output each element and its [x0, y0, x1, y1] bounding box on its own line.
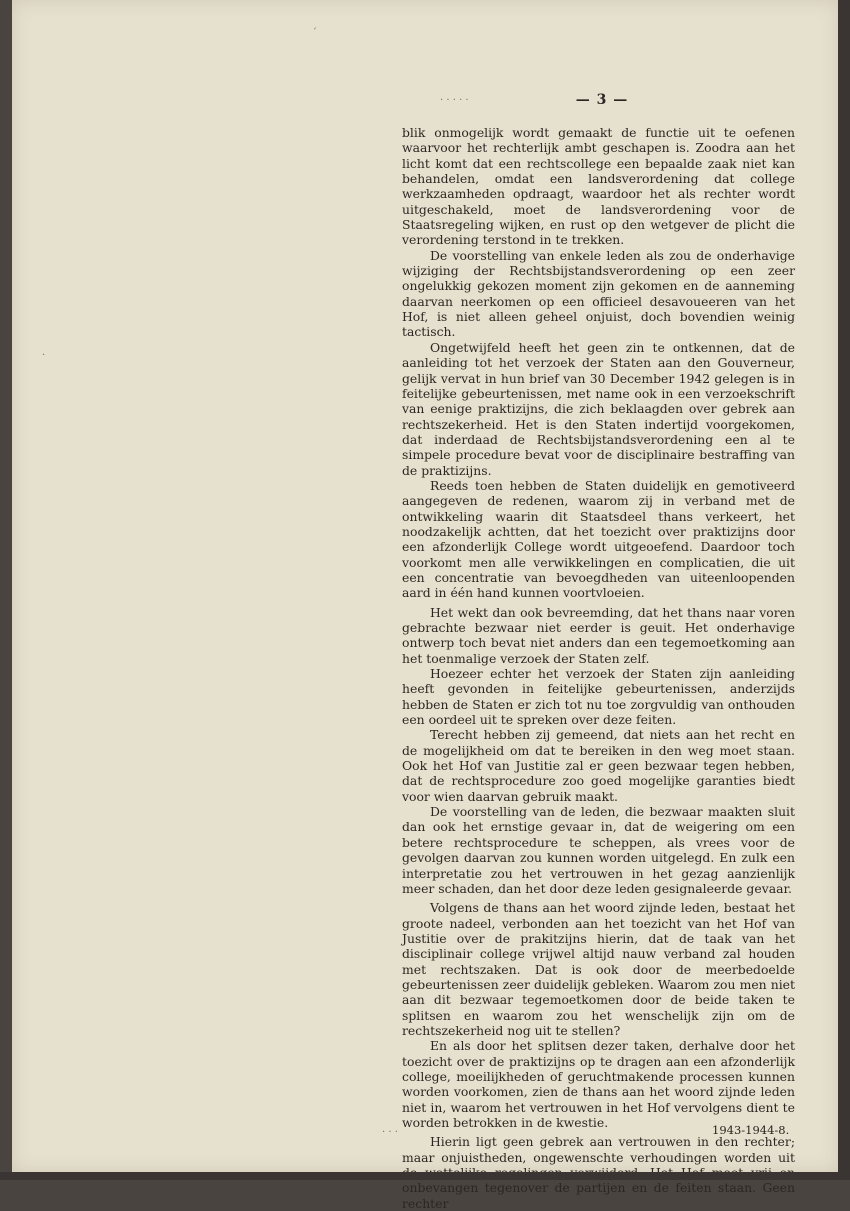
paragraph: Ongetwijfeld heeft het geen zin te ontkennen, dat de aanleiding tot het verzoek der Staten aan den Gouverneur, gelijk vervat in hun brief van 30 December 1942 gelegen is in feitelijke gebeurtenissen, met name ook in een verzoekschrift van eenige praktizijns, die zich beklaagden over gebrek aan rechtszekerheid. Het is den Staten indertijd voorgekomen, dat inderdaad de Rechtsbijstandsverordening een al te simpele procedure bevat voor de disciplinaire bestraffing van de praktizijns. — [402, 340, 795, 478]
paragraph: Reeds toen hebben de Staten duidelijk en gemotiveerd aangegeven de redenen, waarom zij in verband met de ontwikkeling waarin dit Staatsdeel thans verkeert, het noodzakelijk achtten, dat het toezicht over praktizijns door een afzonderlijk College wordt uitgeoefend. Daardoor toch voorkomt men alle verwikkelingen en complicatien, die uit een concentratie van bevoegdheden van uiteenloopenden aard in één hand kunnen voortvloeien. — [402, 478, 795, 601]
document-page — [12, 0, 838, 1172]
paragraph: Volgens de thans aan het woord zijnde leden, bestaat het groote nadeel, verbonden aan het toezicht van het Hof van Justitie over de prakitzijns hierin, dat de taak van het disciplinair college vrijwel altijd nauw verband zal houden met rechtszaken. Dat is ook door de meerbedoelde gebeurtenissen zeer duidelijk gebleken. Waarom zou men niet aan dit bezwaar tegemoetkomen door de beide taken te splitsen en waarom zou het wenschelijk zijn om de rechtszekerheid nog uit te stellen? — [402, 900, 795, 1038]
paragraph: Het wekt dan ook bevreemding, dat het thans naar voren gebrachte bezwaar niet eerder is geuit. Het onderhavige ontwerp toch bevat niet anders dan een tegemoetkoming aan het toenmalige verzoek der Staten zelf. — [402, 605, 795, 666]
paper-speck: . . . — [382, 1124, 398, 1135]
paragraph: Hierin ligt geen gebrek aan vertrouwen in den rechter; maar onjuistheden, ongewenschte verhoudingen worden uit de wettelijke regelingen verwijderd. Het Hof moet vrij en onbevangen tegenover de partijen en de feiten staan. Geen — [402, 1134, 795, 1211]
paragraph: Terecht hebben zij gemeend, dat niets aan het recht en de mogelijkheid om dat te bereiken in den weg moet staan. Ook het Hof van Justitie zal er geen bezwaar tegen hebben, dat de rechtsprocedure zoo goed mogelijke garanties biedt voor wien daarvan gebruik maakt. — [402, 727, 795, 804]
paper-speck: · — [42, 350, 45, 361]
paragraph: De voorstelling van de leden, die bezwaar maakten sluit dan ook het ernstige gevaar in, dat de weigering om een betere rechtsprocedure te scheppen, als vrees voor de gevolgen daarvan zou kunnen worden uitgelegd. En zulk een interpretatie zou het vertrouwen in het gezag aanzienlijk meer schaden, dan het door deze leden gesignaleerde gevaar. — [402, 804, 795, 896]
paper-speck: . . . . . — [440, 92, 469, 103]
scan-border-right — [838, 0, 850, 1180]
scan-border-bottom — [0, 1172, 850, 1180]
paragraph: En als door het splitsen dezer taken, derhalve door het toezicht over de praktizijns op te dragen aan een afzonderlijk college, moeilijkheden of geruchtmakende processen kunnen worden voorkomen, zien de thans aan het woord zijnde leden niet in, waarom het vertrouwen in het Hof vervolgens dient te worden betrokken in de kwestie. — [402, 1038, 795, 1130]
page-number: — 3 — — [562, 92, 642, 108]
paragraph: De voorstelling van enkele leden als zou de onderhavige wijziging der Rechtsbijstandsverordening op een zeer ongelukkig gekozen moment zijn gekomen en de aanneming daarvan neerkomen op een officieel desavoueeren van het Hof, is niet alleen geheel onjuist, doch bovendien weinig tactisch. — [402, 248, 795, 340]
paper-speck: ´ — [312, 28, 317, 39]
document-code: 1943-1944-8. — [712, 1123, 789, 1137]
paragraph: blik onmogelijk wordt gemaakt de functie uit te oefenen waarvoor het rechterlijk ambt geschapen is. Zoodra aan het licht komt dat een rechtscollege een bepaalde zaak niet kan behandelen, omdat een landsverordening dat college werkzaamheden opdraagt, waardoor het als rechter wordt uitgeschakeld, moet de landsverordening voor de Staatsregeling wijken, en rust op den wetgever de plicht die verordening terstond in te trekken. — [402, 125, 795, 248]
paragraph: Hoezeer echter het verzoek der Staten zijn aanleiding heeft gevonden in feitelijke gebeurtenissen, anderzijds hebben de Staten er zich tot nu toe zorgvuldig van onthouden een oordeel uit te spreken over deze feiten. — [402, 666, 795, 727]
body-text — [402, 125, 795, 1211]
